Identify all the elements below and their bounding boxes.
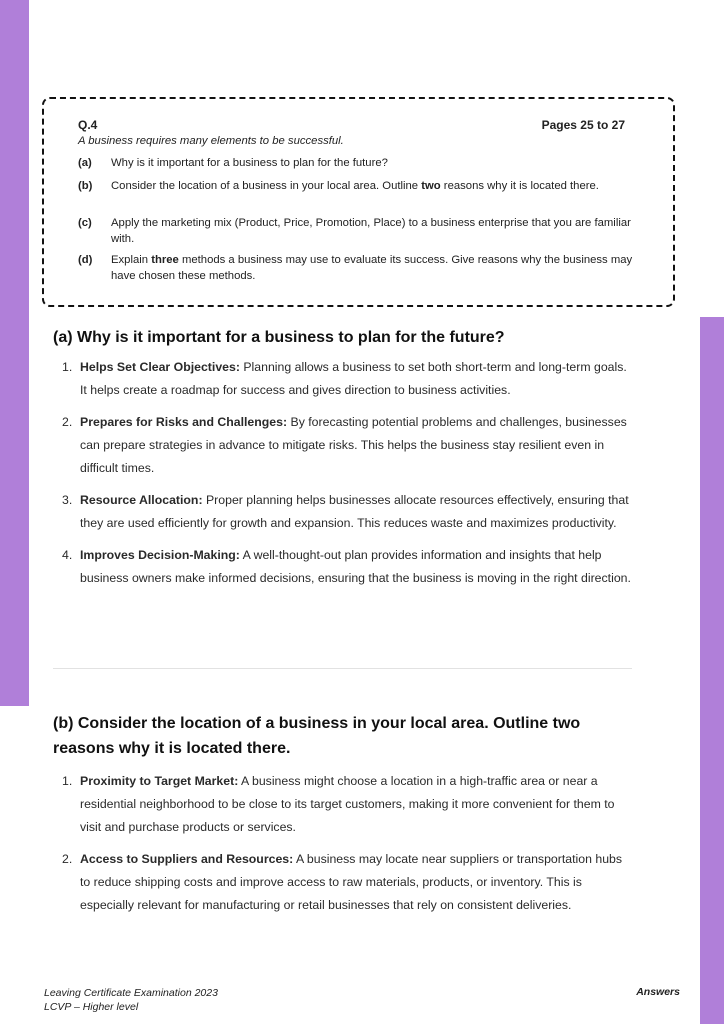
- part-letter: (a): [78, 157, 92, 169]
- footer-exam-info: [44, 986, 218, 1014]
- list-item: 1. Proximity to Target Market: A business might choose a location in a high-traffic area or near a residential neighborhood to be close to its target customers, making it more convenient for them to visit and purchase products or services.: [62, 774, 615, 834]
- part-letter: (d): [78, 254, 93, 266]
- right-accent-bar: [700, 317, 724, 1024]
- left-accent-bar: [0, 0, 29, 706]
- question-box: [42, 97, 675, 307]
- list-item: 4. Improves Decision-Making: A well-thought-out plan provides information and insights that help business owners make informed decisions, ensuring that the business is moving in the right direction.: [62, 548, 631, 585]
- part-letter: (b): [78, 180, 93, 192]
- answer-a-heading: (a) Why is it important for a business to plan for the future?: [53, 329, 505, 346]
- footer-line-2: LCVP – Higher level: [44, 1001, 139, 1013]
- list-item: 2. Access to Suppliers and Resources: A business may locate near suppliers or transportation hubs to reduce shipping costs and improve access to raw materials, products, or inventory. This is especially relevant for manufacturing or retail businesses that rely on consistent deliveries.: [62, 852, 623, 912]
- section-divider: [53, 668, 632, 669]
- part-text: Why is it important for a business to plan for the future?: [111, 157, 388, 169]
- question-pages: Pages 25 to 27: [541, 118, 625, 132]
- footer-line-1: Leaving Certificate Examination 2023: [44, 987, 218, 999]
- part-letter: (c): [78, 217, 92, 229]
- answer-b-heading: (b) Consider the location of a business in your local area. Outline two reasons why it is located there.: [53, 715, 581, 757]
- question-number: Q.4: [78, 118, 98, 132]
- question-part-c: [78, 215, 638, 247]
- footer-answers-label: Answers: [636, 986, 680, 998]
- part-text: Explain three methods a business may use to evaluate its success. Give reasons why the business may have chosen these methods.: [111, 254, 633, 282]
- part-text: Consider the location of a business in your local area. Outline two reasons why it is located there.: [111, 180, 599, 192]
- part-text: Apply the marketing mix (Product, Price, Promotion, Place) to a business enterprise that you are familiar with.: [111, 217, 631, 245]
- list-item: 2. Prepares for Risks and Challenges: By forecasting potential problems and challenges, businesses can prepare strategies in advance to mitigate risks. This helps the business stay resilient even in difficult times.: [62, 415, 627, 475]
- question-part-a: [78, 155, 638, 171]
- list-item: 1. Helps Set Clear Objectives: Planning allows a business to set both short-term and long-term goals. It helps create a roadmap for success and gives direction to business activities.: [62, 360, 627, 397]
- list-item: 3. Resource Allocation: Proper planning helps businesses allocate resources effectively, ensuring that they are used efficiently for growth and expansion. This reduces waste and maximizes productivity.: [62, 493, 629, 530]
- answer-b-list: [62, 770, 632, 917]
- question-part-d: [78, 252, 638, 284]
- answer-a-list: [62, 356, 632, 590]
- question-intro: A business requires many elements to be successful.: [78, 135, 344, 147]
- question-part-b: [78, 178, 638, 194]
